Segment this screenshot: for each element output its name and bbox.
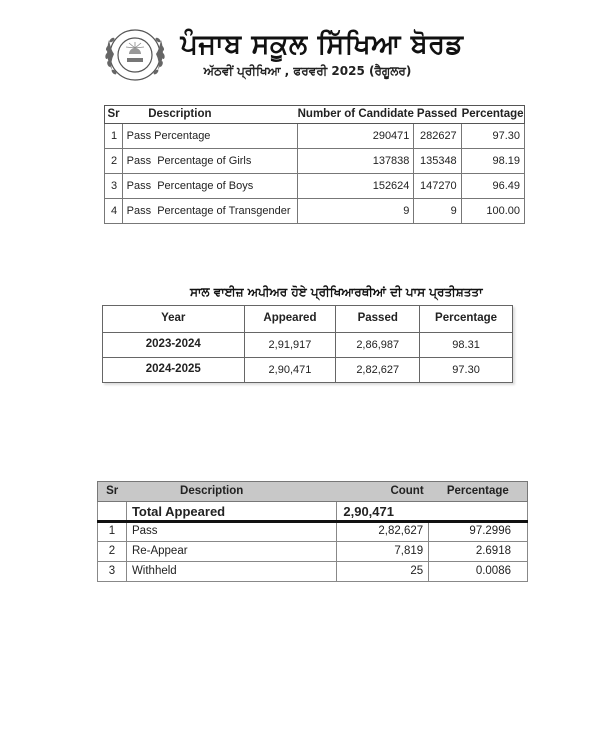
- column-header-passed: Passed: [336, 306, 420, 333]
- column-header-year: Year: [103, 306, 245, 333]
- result-summary-table: [104, 105, 525, 224]
- cell-percentage: 98.31: [420, 333, 513, 358]
- cell-description: Pass Percentage of Transgender: [122, 199, 297, 224]
- exam-subtitle: ਅੱਠਵੀਂ ਪ੍ਰੀਖਿਆ , ਫਰਵਰੀ 2025 (ਰੈਗੂਲਰ): [203, 64, 412, 78]
- cell-candidates: 290471: [298, 124, 414, 149]
- cell-count: 7,819: [337, 542, 429, 562]
- cell-sr-empty: [98, 502, 127, 522]
- result-breakdown-table: [97, 481, 528, 582]
- table-row: [103, 333, 513, 358]
- cell-description: Pass Percentage: [122, 124, 297, 149]
- cell-count: 25: [337, 562, 429, 582]
- column-header-description: Description: [126, 482, 336, 502]
- cell-percentage: 100.00: [461, 199, 524, 224]
- table-header-row: [98, 482, 528, 502]
- cell-percentage: 0.0086: [429, 562, 528, 582]
- table-row: [98, 562, 528, 582]
- cell-year: 2023-2024: [103, 333, 245, 358]
- cell-sr: 1: [105, 124, 123, 149]
- cell-passed: 282627: [414, 124, 461, 149]
- cell-percentage: 97.30: [420, 358, 513, 383]
- yearwise-heading: ਸਾਲ ਵਾਈਜ਼ ਅਪੀਅਰ ਹੋਏ ਪ੍ਰੀਖਿਆਰਥੀਆਂ ਦੀ ਪਾਸ ਪ੍ਰਤੀਸ਼ਤਤਾ: [190, 285, 483, 299]
- table-row: [98, 522, 528, 542]
- cell-sr: 3: [105, 174, 123, 199]
- cell-sr: 2: [98, 542, 127, 562]
- cell-percentage: 97.30: [461, 124, 524, 149]
- table-row: [105, 199, 525, 224]
- cell-candidates: 152624: [298, 174, 414, 199]
- board-emblem-icon: [98, 18, 172, 92]
- column-header-count: Count: [337, 482, 429, 502]
- cell-year: 2024-2025: [103, 358, 245, 383]
- cell-sr: 3: [98, 562, 127, 582]
- cell-sr: 1: [98, 522, 127, 542]
- board-title: ਪੰਜਾਬ ਸਕੂਲ ਸਿੱਖਿਆ ਬੋਰਡ: [180, 29, 464, 60]
- total-appeared-label: Total Appeared: [126, 502, 336, 522]
- total-appeared-row: [98, 502, 528, 522]
- table-row: [105, 124, 525, 149]
- cell-percentage: 97.2996: [429, 522, 528, 542]
- table-row: [105, 174, 525, 199]
- table-row: [105, 149, 525, 174]
- column-header-candidates: Number of Candidate: [298, 106, 414, 124]
- table-header-row: [103, 306, 513, 333]
- column-header-appeared: Appeared: [244, 306, 336, 333]
- column-header-percentage: Percentage: [429, 482, 528, 502]
- cell-passed: 2,86,987: [336, 333, 420, 358]
- cell-description: Withheld: [126, 562, 336, 582]
- cell-percentage: 96.49: [461, 174, 524, 199]
- column-header-sr: Sr: [98, 482, 127, 502]
- cell-description: Pass Percentage of Girls: [122, 149, 297, 174]
- cell-sr: 4: [105, 199, 123, 224]
- cell-percentage: 98.19: [461, 149, 524, 174]
- cell-sr: 2: [105, 149, 123, 174]
- cell-candidates: 137838: [298, 149, 414, 174]
- yearwise-table: [102, 305, 513, 383]
- cell-passed: 2,82,627: [336, 358, 420, 383]
- cell-percentage: 2.6918: [429, 542, 528, 562]
- cell-passed: 135348: [414, 149, 461, 174]
- cell-count: 2,82,627: [337, 522, 429, 542]
- cell-candidates: 9: [298, 199, 414, 224]
- cell-description: Pass Percentage of Boys: [122, 174, 297, 199]
- table-row: [103, 358, 513, 383]
- table-header-row: [105, 106, 525, 124]
- table-row: [98, 542, 528, 562]
- cell-passed: 147270: [414, 174, 461, 199]
- column-header-percentage: Percentage: [461, 106, 524, 124]
- cell-description: Pass: [126, 522, 336, 542]
- cell-appeared: 2,90,471: [244, 358, 336, 383]
- total-appeared-count: 2,90,471: [337, 502, 528, 522]
- column-header-passed: Passed: [414, 106, 461, 124]
- column-header-description: Description: [122, 106, 297, 124]
- column-header-percentage: Percentage: [420, 306, 513, 333]
- cell-passed: 9: [414, 199, 461, 224]
- cell-description: Re-Appear: [126, 542, 336, 562]
- cell-appeared: 2,91,917: [244, 333, 336, 358]
- column-header-sr: Sr: [105, 106, 123, 124]
